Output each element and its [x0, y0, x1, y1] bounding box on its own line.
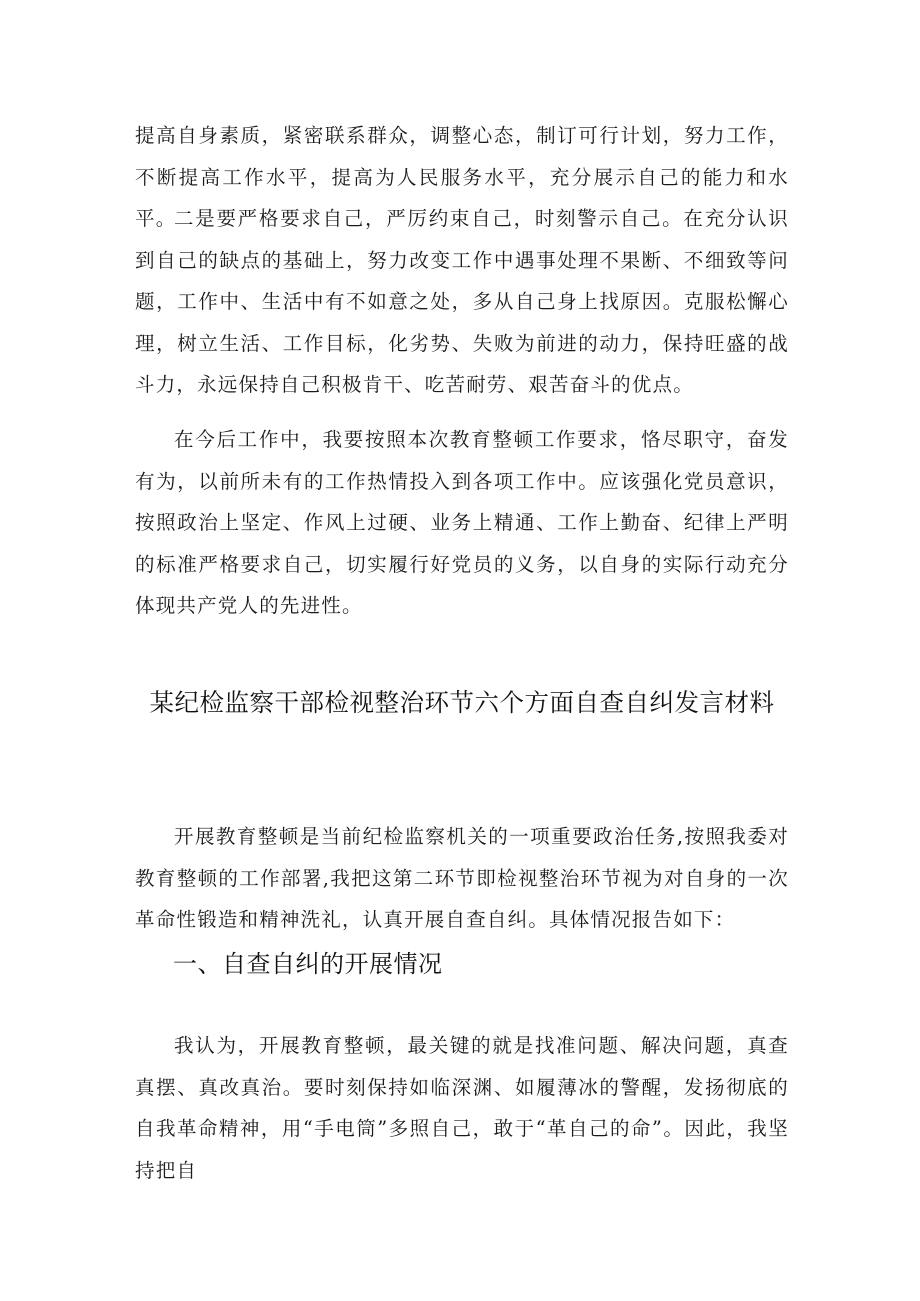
paragraph-future-work: 在今后工作中，我要按照本次教育整顿工作要求，恪尽职守，奋发有为，以前所未有的工作热情投入到各项工作中。应该强化党员意识，按照政治上坚定、作风上过硬、业务上精通、工作上勤奋、纪律上严明的标准严格要求自己，切实履行好党员的义务，以自身的实际行动充分体现共产党人的先进性。 [135, 428, 789, 617]
section-heading: 一、自查自纠的开展情况 [173, 950, 443, 978]
paragraph-introduction: 开展教育整顿是当前纪检监察机关的一项重要政治任务,按照我委对教育整顿的工作部署,我把这第二环节即检视整治环节视为对自身的一次革命性锻造和精神洗礼，认真开展自查自纠。具体情况报告如下： [135, 825, 789, 931]
paragraph-self-inspection: 我认为，开展教育整顿，最关键的就是找准问题、解决问题，真查真摆、真改真治。要时刻保持如临深渊、如履薄冰的警醒，发扬彻底的自我革命精神，用“手电筒”多照自己，敢于“革自己的命”。因此，我坚持把自 [135, 1034, 789, 1182]
paragraph-strict-requirements: 二是要严格要求自己，严厉约束自己，时刻警示自己。在充分认识到自己的缺点的基础上，努力改变工作中遇事处理不果断、不细致等问题，工作中、生活中有不如意之处，多从自己身上找原因。克服松懈心理，树立生活、工作目标，化劣势、失败为前进的动力，保持旺盛的战斗力，永远保持自己积极肯干、吃苦耐劳、艰苦奋斗的优点。 [135, 207, 789, 396]
paragraph-continuation: 提高自身素质，紧密联系群众，调整心态，制订可行计划，努力工作，不断提高工作水平，提高为人民服务水平，充分展示自己的能力和水平。 [135, 124, 789, 230]
document-title: 某纪检监察干部检视整治环节六个方面自查自纠发言材料 [149, 688, 775, 717]
